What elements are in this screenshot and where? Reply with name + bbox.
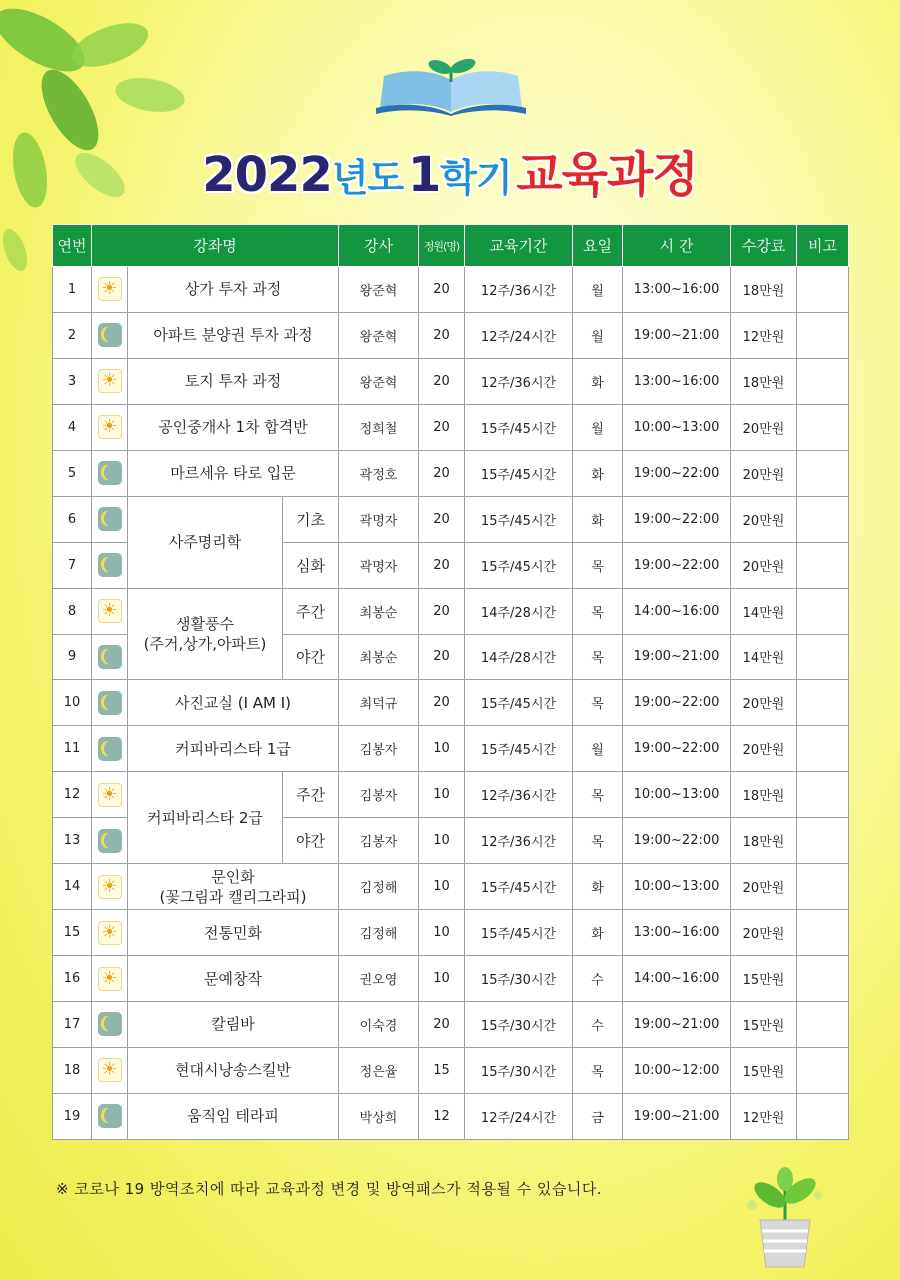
course-name: 칼림바 bbox=[211, 1015, 255, 1034]
day: 목 bbox=[573, 772, 623, 818]
time: 19:00~21:00 bbox=[623, 312, 731, 358]
time: 10:00~13:00 bbox=[623, 772, 731, 818]
instructor: 곽정호 bbox=[339, 450, 419, 496]
period: 12주/36시간 bbox=[465, 772, 573, 818]
row-number: 18 bbox=[53, 1047, 92, 1093]
period: 12주/36시간 bbox=[465, 818, 573, 864]
table-row bbox=[53, 680, 849, 726]
note bbox=[797, 1002, 849, 1048]
period: 15주/45시간 bbox=[465, 542, 573, 588]
fee: 20만원 bbox=[731, 542, 797, 588]
period: 15주/45시간 bbox=[465, 726, 573, 772]
time: 19:00~21:00 bbox=[623, 634, 731, 680]
note bbox=[797, 1047, 849, 1093]
day: 목 bbox=[573, 1047, 623, 1093]
course-name: 사진교실 (I AM I) bbox=[174, 693, 292, 712]
time-of-day-cell bbox=[92, 404, 128, 450]
time-of-day-cell bbox=[92, 358, 128, 404]
time: 19:00~22:00 bbox=[623, 680, 731, 726]
period: 14주/28시간 bbox=[465, 634, 573, 680]
capacity: 15 bbox=[419, 1047, 465, 1093]
capacity: 20 bbox=[419, 450, 465, 496]
course-name: 공인중개사 1차 합격반 bbox=[158, 418, 308, 437]
course-name-cell bbox=[128, 680, 339, 726]
capacity: 20 bbox=[419, 358, 465, 404]
instructor: 김봉자 bbox=[339, 818, 419, 864]
period: 15주/45시간 bbox=[465, 864, 573, 910]
sun-icon bbox=[98, 415, 122, 439]
course-sub-level: 야간 bbox=[283, 634, 339, 680]
time-of-day-cell bbox=[92, 450, 128, 496]
row-number: 2 bbox=[53, 312, 92, 358]
row-number: 6 bbox=[53, 496, 92, 542]
row-number: 5 bbox=[53, 450, 92, 496]
capacity: 10 bbox=[419, 910, 465, 956]
table-row bbox=[53, 910, 849, 956]
row-number: 10 bbox=[53, 680, 92, 726]
course-name: 현대시낭송스킬반 bbox=[175, 1061, 291, 1080]
course-name-cell bbox=[128, 358, 339, 404]
time: 10:00~13:00 bbox=[623, 404, 731, 450]
day: 목 bbox=[573, 634, 623, 680]
instructor: 곽명자 bbox=[339, 542, 419, 588]
instructor: 최봉순 bbox=[339, 634, 419, 680]
row-number: 7 bbox=[53, 542, 92, 588]
time: 19:00~22:00 bbox=[623, 496, 731, 542]
header-day: 요일 bbox=[573, 225, 623, 267]
fee: 14만원 bbox=[731, 634, 797, 680]
capacity: 20 bbox=[419, 680, 465, 726]
instructor: 정희철 bbox=[339, 404, 419, 450]
instructor: 김정해 bbox=[339, 864, 419, 910]
table-row bbox=[53, 726, 849, 772]
time-of-day-cell bbox=[92, 634, 128, 680]
fee: 20만원 bbox=[731, 404, 797, 450]
row-number: 4 bbox=[53, 404, 92, 450]
instructor: 곽명자 bbox=[339, 496, 419, 542]
table-row bbox=[53, 772, 849, 818]
instructor: 김정해 bbox=[339, 910, 419, 956]
course-name: 문인화 bbox=[211, 867, 255, 886]
time: 19:00~21:00 bbox=[623, 1093, 731, 1139]
course-name-detail: (꽃그림과 캘리그라피) bbox=[159, 887, 307, 906]
fee: 15만원 bbox=[731, 1002, 797, 1048]
day: 월 bbox=[573, 312, 623, 358]
moon-icon bbox=[98, 691, 122, 715]
course-name-cell bbox=[128, 450, 339, 496]
fee: 20만원 bbox=[731, 910, 797, 956]
note bbox=[797, 358, 849, 404]
note bbox=[797, 864, 849, 910]
course-name-cell bbox=[128, 312, 339, 358]
instructor: 김봉자 bbox=[339, 726, 419, 772]
moon-icon bbox=[98, 323, 122, 347]
capacity: 20 bbox=[419, 267, 465, 313]
course-sub-level: 기초 bbox=[283, 496, 339, 542]
day: 화 bbox=[573, 496, 623, 542]
note bbox=[797, 267, 849, 313]
period: 15주/45시간 bbox=[465, 910, 573, 956]
note bbox=[797, 680, 849, 726]
course-name-cell bbox=[128, 496, 283, 588]
time: 19:00~21:00 bbox=[623, 1002, 731, 1048]
instructor: 왕준혁 bbox=[339, 358, 419, 404]
time-of-day-cell bbox=[92, 542, 128, 588]
sun-icon bbox=[98, 967, 122, 991]
course-name-cell bbox=[128, 1002, 339, 1048]
period: 12주/36시간 bbox=[465, 267, 573, 313]
fee: 12만원 bbox=[731, 1093, 797, 1139]
day: 수 bbox=[573, 956, 623, 1002]
fee: 20만원 bbox=[731, 680, 797, 726]
note bbox=[797, 542, 849, 588]
note bbox=[797, 450, 849, 496]
instructor: 정은율 bbox=[339, 1047, 419, 1093]
potted-plant-icon bbox=[740, 1165, 830, 1270]
instructor: 최덕규 bbox=[339, 680, 419, 726]
period: 12주/36시간 bbox=[465, 358, 573, 404]
time-of-day-cell bbox=[92, 680, 128, 726]
capacity: 20 bbox=[419, 312, 465, 358]
period: 15주/45시간 bbox=[465, 404, 573, 450]
note bbox=[797, 772, 849, 818]
time: 14:00~16:00 bbox=[623, 956, 731, 1002]
time: 19:00~22:00 bbox=[623, 542, 731, 588]
time: 13:00~16:00 bbox=[623, 910, 731, 956]
row-number: 1 bbox=[53, 267, 92, 313]
note bbox=[797, 496, 849, 542]
moon-icon bbox=[98, 507, 122, 531]
row-number: 11 bbox=[53, 726, 92, 772]
time: 19:00~22:00 bbox=[623, 450, 731, 496]
note bbox=[797, 818, 849, 864]
header-time: 시 간 bbox=[623, 225, 731, 267]
day: 목 bbox=[573, 542, 623, 588]
day: 월 bbox=[573, 726, 623, 772]
table-row bbox=[53, 267, 849, 313]
header-no: 연번 bbox=[53, 225, 92, 267]
capacity: 20 bbox=[419, 542, 465, 588]
course-name-cell bbox=[128, 864, 339, 910]
title-year: 2022 bbox=[202, 147, 332, 203]
course-name: 커피바리스타 2급 bbox=[147, 808, 263, 827]
time: 10:00~13:00 bbox=[623, 864, 731, 910]
fee: 20만원 bbox=[731, 726, 797, 772]
row-number: 12 bbox=[53, 772, 92, 818]
instructor: 김봉자 bbox=[339, 772, 419, 818]
table-row bbox=[53, 312, 849, 358]
instructor: 권오영 bbox=[339, 956, 419, 1002]
course-sub-level: 주간 bbox=[283, 772, 339, 818]
moon-icon bbox=[98, 553, 122, 577]
capacity: 10 bbox=[419, 726, 465, 772]
row-number: 13 bbox=[53, 818, 92, 864]
book-sprout-icon bbox=[376, 58, 526, 116]
fee: 20만원 bbox=[731, 496, 797, 542]
table-row bbox=[53, 1002, 849, 1048]
course-table bbox=[52, 224, 849, 1140]
sun-icon bbox=[98, 369, 122, 393]
capacity: 20 bbox=[419, 1002, 465, 1048]
course-name-cell bbox=[128, 1047, 339, 1093]
table-row bbox=[53, 404, 849, 450]
day: 수 bbox=[573, 1002, 623, 1048]
row-number: 15 bbox=[53, 910, 92, 956]
course-name: 문예창작 bbox=[204, 969, 262, 988]
course-name: 생활풍수 bbox=[176, 615, 234, 633]
time-of-day-cell bbox=[92, 726, 128, 772]
title-course: 교육과정 bbox=[516, 147, 698, 203]
fee: 12만원 bbox=[731, 312, 797, 358]
period: 15주/45시간 bbox=[465, 450, 573, 496]
time-of-day-cell bbox=[92, 312, 128, 358]
time: 13:00~16:00 bbox=[623, 267, 731, 313]
moon-icon bbox=[98, 461, 122, 485]
row-number: 8 bbox=[53, 588, 92, 634]
time-of-day-cell bbox=[92, 1002, 128, 1048]
fee: 14만원 bbox=[731, 588, 797, 634]
table-header-row bbox=[53, 225, 849, 267]
day: 목 bbox=[573, 680, 623, 726]
period: 15주/45시간 bbox=[465, 496, 573, 542]
row-number: 17 bbox=[53, 1002, 92, 1048]
header-period: 교육기간 bbox=[465, 225, 573, 267]
footnote: ※ 코로나 19 방역조치에 따라 교육과정 변경 및 방역패스가 적용될 수 있습니다. bbox=[56, 1180, 603, 1198]
fee: 15만원 bbox=[731, 1047, 797, 1093]
note bbox=[797, 910, 849, 956]
header-note: 비고 bbox=[797, 225, 849, 267]
row-number: 19 bbox=[53, 1093, 92, 1139]
course-name-cell bbox=[128, 726, 339, 772]
capacity: 20 bbox=[419, 588, 465, 634]
period: 12주/24시간 bbox=[465, 312, 573, 358]
course-name: 토지 투자 과정 bbox=[184, 372, 282, 391]
instructor: 박상희 bbox=[339, 1093, 419, 1139]
table-row bbox=[53, 450, 849, 496]
capacity: 12 bbox=[419, 1093, 465, 1139]
fee: 20만원 bbox=[731, 864, 797, 910]
day: 금 bbox=[573, 1093, 623, 1139]
moon-icon bbox=[98, 645, 122, 669]
day: 목 bbox=[573, 818, 623, 864]
course-sub-level: 심화 bbox=[283, 542, 339, 588]
fee: 20만원 bbox=[731, 450, 797, 496]
instructor: 왕준혁 bbox=[339, 267, 419, 313]
day: 화 bbox=[573, 864, 623, 910]
time-of-day-cell bbox=[92, 818, 128, 864]
note bbox=[797, 312, 849, 358]
course-name-cell bbox=[128, 404, 339, 450]
course-name-cell bbox=[128, 910, 339, 956]
table-row bbox=[53, 1093, 849, 1139]
time: 19:00~22:00 bbox=[623, 818, 731, 864]
course-name: 사주명리학 bbox=[168, 533, 242, 552]
fee: 18만원 bbox=[731, 818, 797, 864]
sun-icon bbox=[98, 277, 122, 301]
time-of-day-cell bbox=[92, 267, 128, 313]
moon-icon bbox=[98, 737, 122, 761]
table-row bbox=[53, 588, 849, 634]
course-name: 상가 투자 과정 bbox=[184, 280, 282, 299]
time-of-day-cell bbox=[92, 496, 128, 542]
table-row bbox=[53, 1047, 849, 1093]
time: 13:00~16:00 bbox=[623, 358, 731, 404]
time-of-day-cell bbox=[92, 1047, 128, 1093]
capacity: 10 bbox=[419, 956, 465, 1002]
course-name-detail: (주거,상가,아파트) bbox=[143, 635, 267, 653]
header-capacity: 정원(명) bbox=[419, 225, 465, 267]
fee: 15만원 bbox=[731, 956, 797, 1002]
note bbox=[797, 404, 849, 450]
sun-icon bbox=[98, 1058, 122, 1082]
header-fee: 수강료 bbox=[731, 225, 797, 267]
fee: 18만원 bbox=[731, 772, 797, 818]
title-semester-number: 1 bbox=[407, 147, 441, 203]
row-number: 9 bbox=[53, 634, 92, 680]
period: 15주/30시간 bbox=[465, 956, 573, 1002]
note bbox=[797, 588, 849, 634]
fee: 18만원 bbox=[731, 358, 797, 404]
capacity: 10 bbox=[419, 818, 465, 864]
time-of-day-cell bbox=[92, 910, 128, 956]
course-name: 아파트 분양권 투자 과정 bbox=[153, 326, 313, 345]
instructor: 이숙경 bbox=[339, 1002, 419, 1048]
sun-icon bbox=[98, 921, 122, 945]
time-of-day-cell bbox=[92, 772, 128, 818]
note bbox=[797, 634, 849, 680]
course-name-cell bbox=[128, 956, 339, 1002]
course-name: 커피바리스타 1급 bbox=[175, 739, 291, 758]
header-course-name: 강좌명 bbox=[92, 225, 339, 267]
day: 화 bbox=[573, 450, 623, 496]
course-sub-level: 주간 bbox=[283, 588, 339, 634]
title-nyeondo: 년도 bbox=[331, 156, 404, 200]
course-name-cell bbox=[128, 588, 283, 680]
day: 월 bbox=[573, 267, 623, 313]
row-number: 14 bbox=[53, 864, 92, 910]
period: 12주/24시간 bbox=[465, 1093, 573, 1139]
time-of-day-cell bbox=[92, 864, 128, 910]
day: 월 bbox=[573, 404, 623, 450]
period: 15주/45시간 bbox=[465, 680, 573, 726]
period: 15주/30시간 bbox=[465, 1002, 573, 1048]
period: 15주/30시간 bbox=[465, 1047, 573, 1093]
table-row bbox=[53, 956, 849, 1002]
fee: 18만원 bbox=[731, 267, 797, 313]
day: 화 bbox=[573, 910, 623, 956]
time-of-day-cell bbox=[92, 956, 128, 1002]
table-row bbox=[53, 496, 849, 542]
table-row bbox=[53, 864, 849, 910]
capacity: 20 bbox=[419, 496, 465, 542]
day: 목 bbox=[573, 588, 623, 634]
capacity: 20 bbox=[419, 404, 465, 450]
course-name-cell bbox=[128, 772, 283, 864]
header-instructor: 강사 bbox=[339, 225, 419, 267]
table-row bbox=[53, 358, 849, 404]
capacity: 10 bbox=[419, 864, 465, 910]
page-title bbox=[0, 136, 900, 205]
moon-icon bbox=[98, 1012, 122, 1036]
course-name-cell bbox=[128, 267, 339, 313]
sun-icon bbox=[98, 599, 122, 623]
note bbox=[797, 726, 849, 772]
course-sub-level: 야간 bbox=[283, 818, 339, 864]
time: 10:00~12:00 bbox=[623, 1047, 731, 1093]
sun-icon bbox=[98, 783, 122, 807]
capacity: 20 bbox=[419, 634, 465, 680]
instructor: 최봉순 bbox=[339, 588, 419, 634]
row-number: 16 bbox=[53, 956, 92, 1002]
time-of-day-cell bbox=[92, 1093, 128, 1139]
course-name-cell bbox=[128, 1093, 339, 1139]
sun-icon bbox=[98, 875, 122, 899]
row-number: 3 bbox=[53, 358, 92, 404]
day: 화 bbox=[573, 358, 623, 404]
moon-icon bbox=[98, 1104, 122, 1128]
title-hakgi: 학기 bbox=[440, 156, 512, 200]
course-name: 전통민화 bbox=[204, 923, 262, 942]
course-name: 마르세유 타로 입문 bbox=[170, 464, 296, 483]
time: 19:00~22:00 bbox=[623, 726, 731, 772]
note bbox=[797, 956, 849, 1002]
course-name: 움직임 테라피 bbox=[187, 1107, 279, 1126]
time-of-day-cell bbox=[92, 588, 128, 634]
period: 14주/28시간 bbox=[465, 588, 573, 634]
instructor: 왕준혁 bbox=[339, 312, 419, 358]
time: 14:00~16:00 bbox=[623, 588, 731, 634]
capacity: 10 bbox=[419, 772, 465, 818]
note bbox=[797, 1093, 849, 1139]
moon-icon bbox=[98, 829, 122, 853]
